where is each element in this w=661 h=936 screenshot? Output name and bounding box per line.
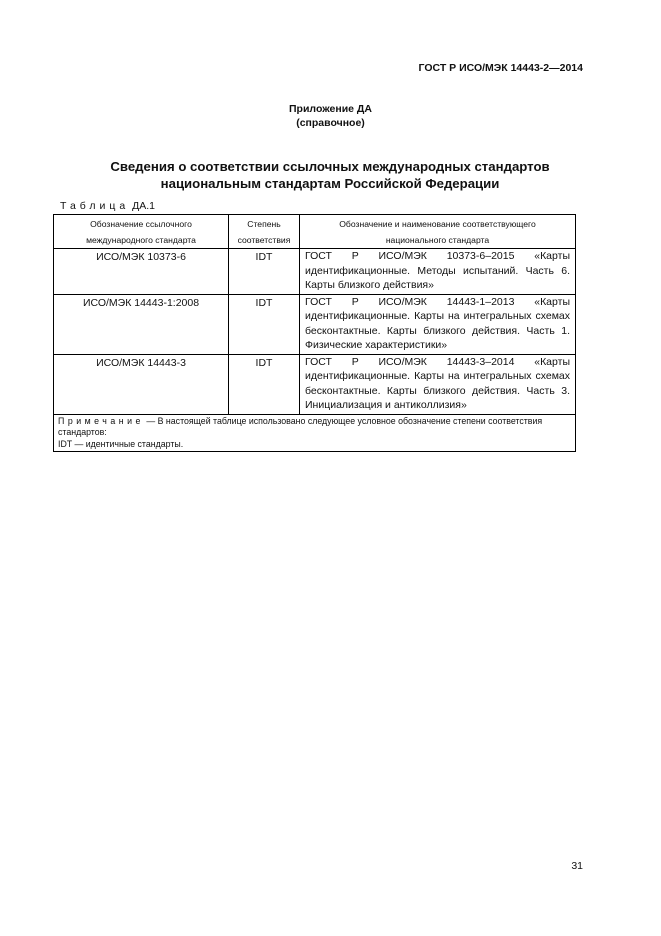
table-row [54,249,576,295]
table-caption [60,200,155,212]
note-label: Примечание [58,415,144,426]
document-title [60,158,600,192]
correspondence-degree: IDT [229,249,300,295]
header-text: соответствия [237,235,291,245]
document-title-line-1: Сведения о соответствии ссылочных международных стандартов [110,159,550,174]
column-header-national-standard [300,215,576,249]
table-row [54,354,576,414]
table-caption-number: ДА.1 [132,200,155,212]
column-header-reference-standard [54,215,229,249]
page-header-standard-code: ГОСТ Р ИСО/МЭК 14443-2—2014 [418,62,583,74]
correspondence-degree: IDT [229,354,300,414]
header-text: Обозначение и наименование соответствующего [339,219,536,229]
national-standard-name: ГОСТ Р ИСО/МЭК 10373-6–2015 «Карты идентификационные. Методы испытаний. Часть 6. Карты близкого действия» [300,249,576,295]
page-number: 31 [571,860,583,872]
annex-title: Приложение ДА [289,103,372,115]
table-note [54,414,576,452]
document-title-line-2: национальным стандартам Российской Федерации [160,176,500,191]
reference-standard-code: ИСО/МЭК 14443-1:2008 [54,294,229,354]
table-note-row [54,414,576,452]
note-text: — В настоящей таблице использовано следующее условное обозначение степени соответствия стандартов: [58,415,543,437]
correspondence-degree: IDT [229,294,300,354]
table-caption-label: Таблица [60,200,130,212]
annex-subtitle: (справочное) [296,117,365,129]
national-standard-name: ГОСТ Р ИСО/МЭК 14443-3–2014 «Карты идентификационные. Карты на интегральных схемах бесконтактные. Карты близкого действия. Часть 3. Инициализация и антиколлизия» [300,354,576,414]
national-standard-name: ГОСТ Р ИСО/МЭК 14443-1–2013 «Карты идентификационные. Карты на интегральных схемах бесконтактные. Карты близкого действия. Часть 1. Физические характеристики» [300,294,576,354]
reference-standard-code: ИСО/МЭК 14443-3 [54,354,229,414]
reference-standard-code: ИСО/МЭК 10373-6 [54,249,229,295]
table-header-row [54,215,576,249]
column-header-degree [229,215,300,249]
header-text: Степень [247,219,281,229]
note-abbreviation: IDT — идентичные стандарты. [58,438,184,449]
header-text: Обозначение ссылочного [90,219,192,229]
header-text: национального стандарта [385,235,490,245]
correspondence-table [53,214,576,452]
table-row [54,294,576,354]
header-text: международного стандарта [86,235,196,245]
